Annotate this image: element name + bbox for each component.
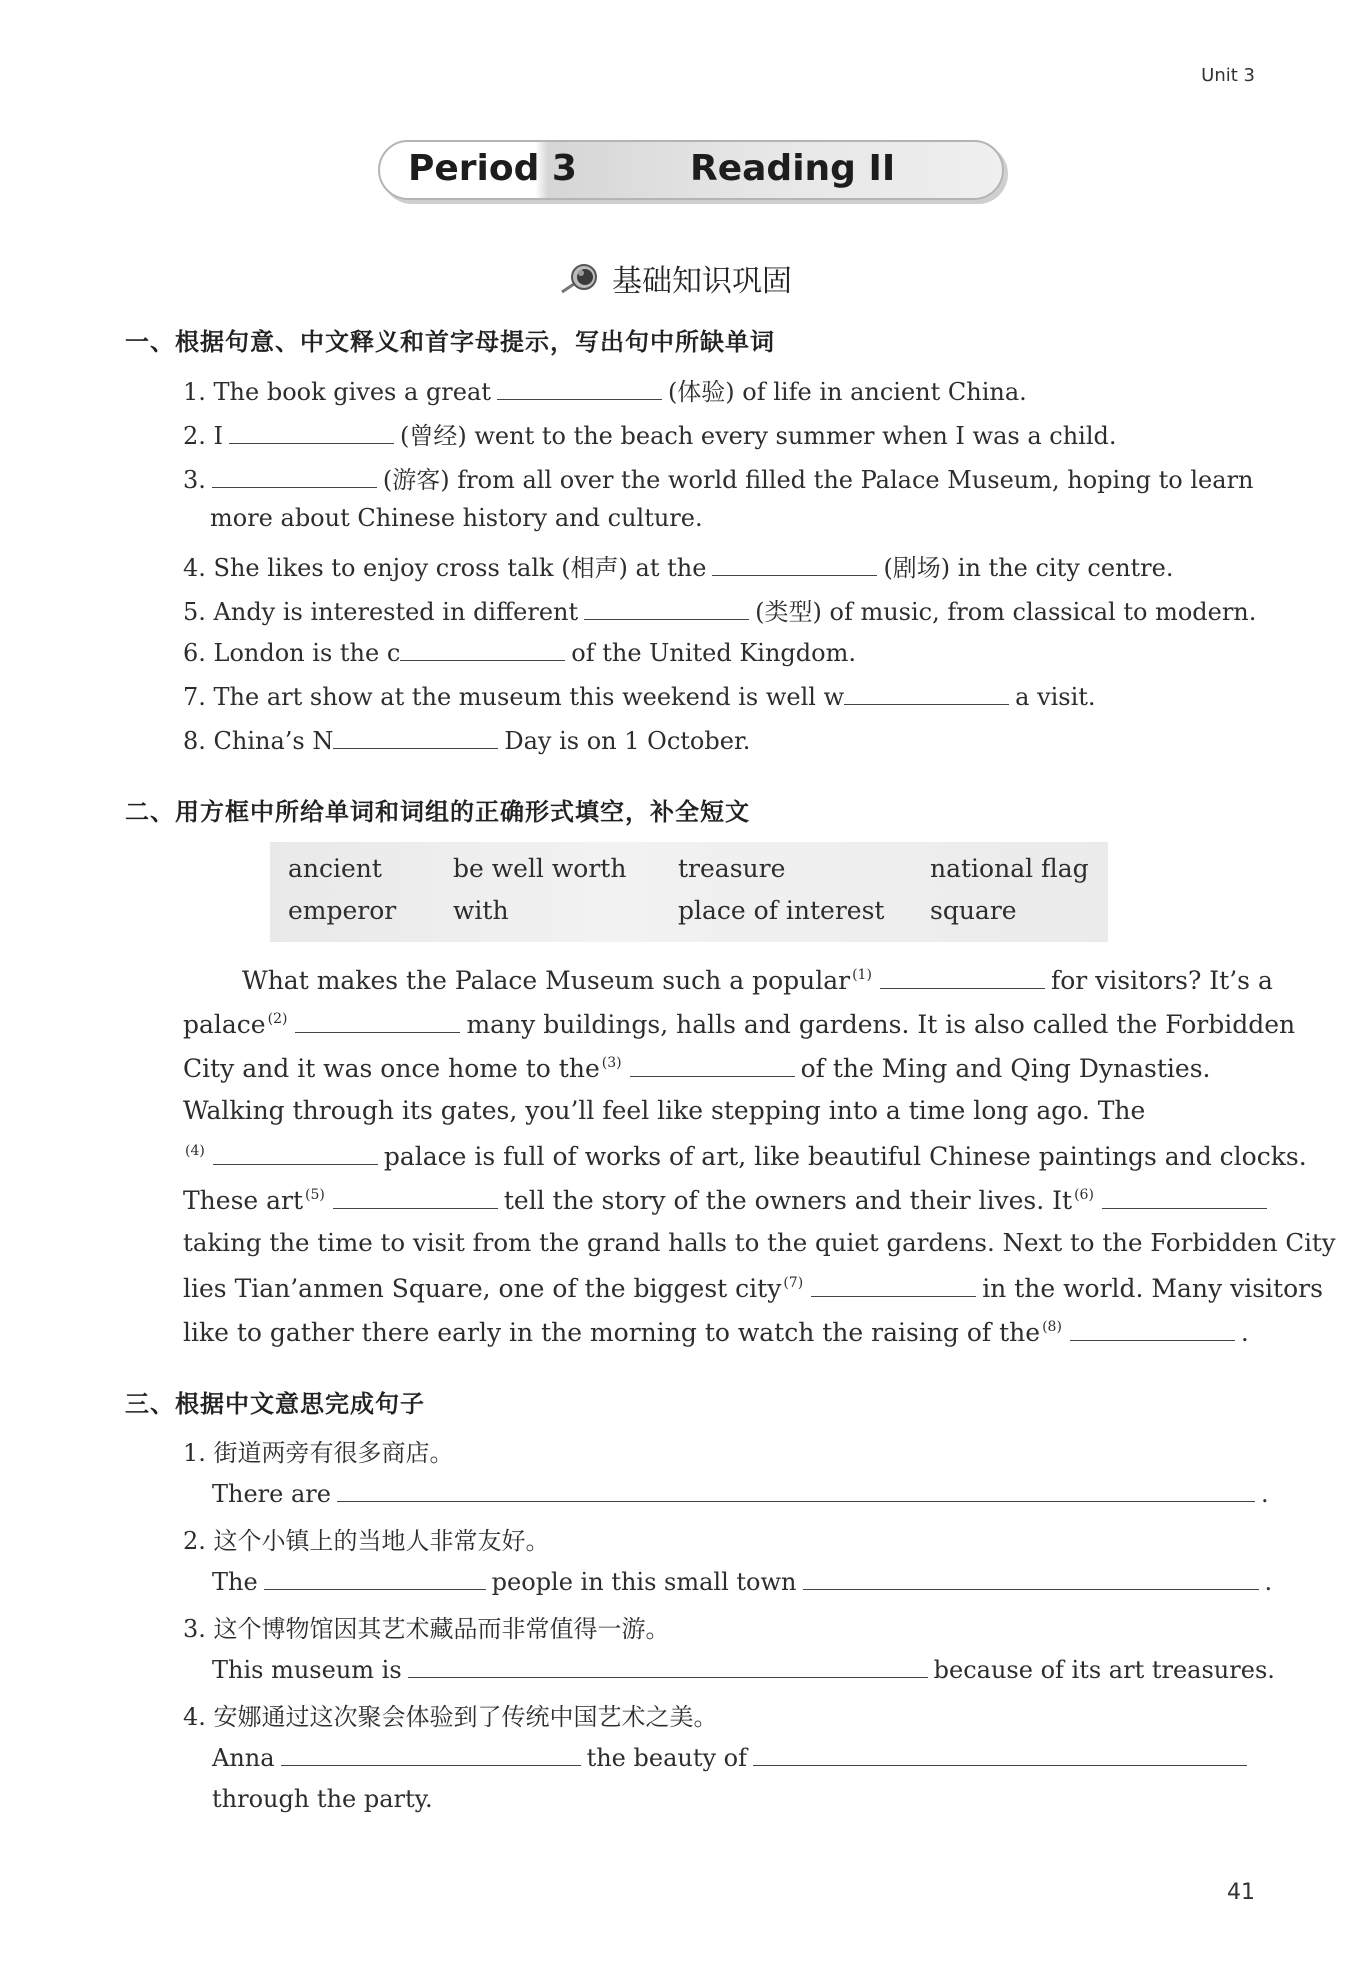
blank-number: (7) — [783, 1275, 804, 1291]
unit-label: Unit 3 — [1201, 65, 1255, 86]
passage-line-3 — [183, 1052, 1211, 1083]
blank-number: (8) — [1042, 1319, 1062, 1335]
passage-line-6 — [183, 1184, 1273, 1215]
item-text: 8. China’s N — [183, 727, 334, 755]
part1-item-3-cont: more about Chinese history and culture. — [210, 504, 703, 532]
passage-line-5 — [183, 1140, 1307, 1171]
answer-blank[interactable] — [844, 680, 1009, 705]
answer-blank[interactable] — [229, 419, 394, 444]
part3-heading: 三、根据中文意思完成句子 — [125, 1390, 425, 1418]
passage-text: in the world. Many visitors — [982, 1274, 1323, 1303]
sentence-text: This museum is — [212, 1656, 402, 1684]
blank-number: (2) — [267, 1011, 288, 1027]
item-text: of the United Kingdom. — [571, 639, 856, 667]
answer-blank[interactable] — [295, 1008, 460, 1033]
part1-item-7 — [183, 680, 1096, 711]
period-number: Period 3 — [408, 148, 577, 189]
passage-text: . — [1240, 1318, 1249, 1347]
sentence-text: Anna — [212, 1744, 275, 1772]
passage-text: These art — [183, 1186, 304, 1215]
part3-item-4-cont: through the party. — [212, 1785, 433, 1813]
passage-line-8 — [183, 1272, 1323, 1303]
section-heading — [0, 256, 1350, 304]
passage-line-9 — [183, 1316, 1249, 1347]
blank-number: (3) — [601, 1055, 622, 1071]
part1-item-8 — [183, 724, 750, 755]
answer-blank[interactable] — [497, 375, 662, 400]
answer-blank[interactable] — [212, 463, 377, 488]
answer-blank[interactable] — [337, 1477, 1255, 1502]
part3-item-1-cn: 1. 街道两旁有很多商店。 — [183, 1439, 454, 1467]
passage-text: many buildings, halls and gardens. It is also called the Forbidden — [466, 1010, 1296, 1039]
passage-line-1 — [242, 964, 1273, 995]
word-item: national flag — [930, 854, 1089, 883]
item-text: (体验) of life in ancient China. — [667, 378, 1027, 406]
item-text: (曾经) went to the beach every summer when I was a child. — [400, 422, 1117, 450]
item-text: 4. She likes to enjoy cross talk (相声) at the — [183, 554, 707, 582]
answer-blank[interactable] — [213, 1140, 378, 1165]
word-item: emperor — [288, 896, 397, 925]
answer-blank[interactable] — [264, 1565, 486, 1590]
passage-line-2 — [183, 1008, 1295, 1039]
period-banner — [378, 140, 1004, 200]
item-text: 7. The art show at the museum this weekend is well w — [183, 683, 845, 711]
part2-heading: 二、用方框中所给单词和词组的正确形式填空，补全短文 — [125, 798, 750, 826]
sentence-text: . — [1264, 1568, 1273, 1596]
passage-text: lies Tian’anmen Square, one of the biggest city — [183, 1274, 782, 1303]
item-text: 5. Andy is interested in different — [183, 598, 579, 626]
item-text: a visit. — [1015, 683, 1096, 711]
part3-item-3-cn: 3. 这个博物馆因其艺术藏品而非常值得一游。 — [183, 1615, 670, 1643]
answer-blank[interactable] — [811, 1272, 976, 1297]
answer-blank[interactable] — [281, 1741, 581, 1766]
word-item: place of interest — [678, 896, 885, 925]
passage-text: What makes the Palace Museum such a popular — [242, 966, 851, 995]
page-number: 41 — [1227, 1880, 1255, 1905]
word-item: square — [930, 896, 1017, 925]
part1-item-2 — [183, 416, 1117, 451]
part3-item-2-en — [212, 1565, 1272, 1596]
passage-line-7: taking the time to visit from the grand halls to the quiet gardens. Next to the Forbidden City — [183, 1228, 1336, 1257]
passage-text: for visitors? It’s a — [1050, 966, 1273, 995]
sentence-text: people in this small town — [491, 1568, 797, 1596]
word-item: be well worth — [453, 854, 627, 883]
answer-blank[interactable] — [408, 1653, 928, 1678]
item-text: (剧场) in the city centre. — [883, 554, 1174, 582]
passage-text: tell the story of the owners and their lives. It — [503, 1186, 1073, 1215]
passage-text: palace — [183, 1010, 266, 1039]
item-text: Day is on 1 October. — [504, 727, 751, 755]
part1-item-4 — [183, 548, 1174, 583]
sentence-text: the beauty of — [586, 1744, 747, 1772]
passage-text: City and it was once home to the — [183, 1054, 600, 1083]
part3-item-4-en — [212, 1741, 1253, 1772]
item-text: (游客) from all over the world filled the Palace Museum, hoping to learn — [382, 466, 1254, 494]
blank-number: (5) — [305, 1187, 325, 1203]
part1-item-1 — [183, 372, 1027, 407]
sentence-text: The — [212, 1568, 258, 1596]
word-item: with — [453, 896, 509, 925]
word-item: ancient — [288, 854, 382, 883]
part1-item-3 — [183, 460, 1254, 495]
period-title: Reading II — [690, 148, 896, 189]
magnifier-icon — [558, 262, 602, 304]
passage-text: like to gather there early in the morning to watch the raising of the — [183, 1318, 1041, 1347]
sentence-text: There are — [212, 1480, 331, 1508]
answer-blank[interactable] — [333, 724, 498, 749]
answer-blank[interactable] — [880, 964, 1045, 989]
passage-line-4: Walking through its gates, you’ll feel like stepping into a time long ago. The — [183, 1096, 1146, 1125]
part3-item-2-cn: 2. 这个小镇上的当地人非常友好。 — [183, 1527, 550, 1555]
answer-blank[interactable] — [712, 551, 877, 576]
answer-blank[interactable] — [803, 1565, 1259, 1590]
sentence-text: because of its art treasures. — [933, 1656, 1275, 1684]
item-text: 1. The book gives a great — [183, 378, 491, 406]
item-text: 6. London is the c — [183, 639, 401, 667]
answer-blank[interactable] — [1070, 1316, 1235, 1341]
passage-text: of the Ming and Qing Dynasties. — [800, 1054, 1211, 1083]
part3-item-4-cn: 4. 安娜通过这次聚会体验到了传统中国艺术之美。 — [183, 1703, 718, 1731]
item-text: 3. — [183, 466, 206, 494]
part1-item-5 — [183, 592, 1256, 627]
part1-heading: 一、根据句意、中文释义和首字母提示，写出句中所缺单词 — [125, 328, 775, 356]
blank-number: (1) — [852, 967, 872, 983]
answer-blank[interactable] — [584, 595, 749, 620]
sentence-text: . — [1260, 1480, 1269, 1508]
item-text: 2. I — [183, 422, 224, 450]
part3-item-3-en — [212, 1653, 1275, 1684]
answer-blank[interactable] — [630, 1052, 795, 1077]
item-text: (类型) of music, from classical to modern. — [755, 598, 1257, 626]
section-heading-text: 基础知识巩固 — [612, 264, 792, 299]
blank-number: (6) — [1074, 1187, 1094, 1203]
word-item: treasure — [678, 854, 786, 883]
word-box — [270, 842, 1108, 942]
answer-blank[interactable] — [753, 1741, 1247, 1766]
answer-blank[interactable] — [1102, 1184, 1267, 1209]
passage-text: palace is full of works of art, like beautiful Chinese paintings and clocks. — [383, 1142, 1307, 1171]
blank-number: (4) — [185, 1143, 205, 1159]
answer-blank[interactable] — [333, 1184, 498, 1209]
part1-item-6 — [183, 636, 856, 667]
part3-item-1-en — [212, 1477, 1269, 1508]
answer-blank[interactable] — [400, 636, 565, 661]
